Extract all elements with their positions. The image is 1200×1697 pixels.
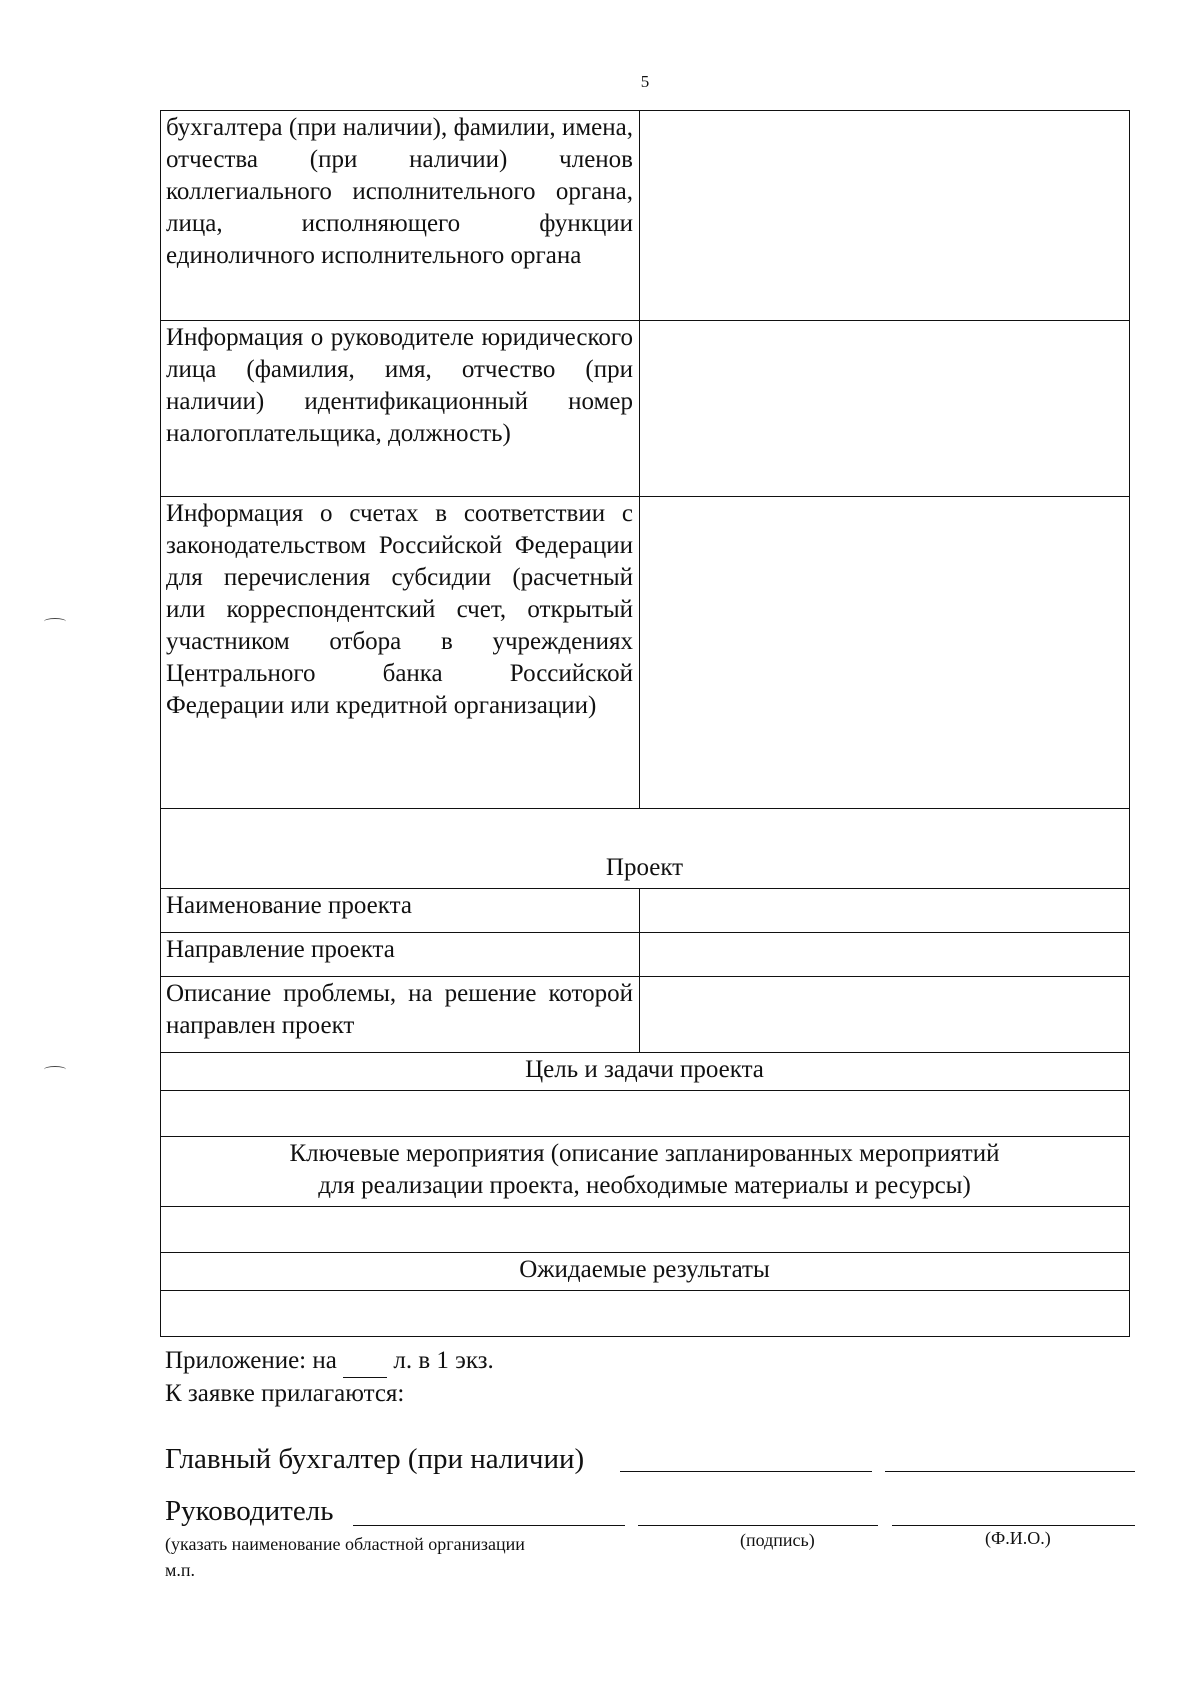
margin-mark [44,618,66,625]
table-row [161,321,1130,497]
section-row [161,809,1130,889]
org-hint: (указать наименование областной организации [165,1534,525,1554]
table-row [161,977,1130,1053]
row-label-project-name: Наименование проекта [161,889,640,933]
row-label-officers: бухгалтера (при наличии), фамилии, имена, отчества (при наличии) членов коллегиального исполнительного органа, лица, исполняющего функции единоличного исполнительного органа [161,111,640,321]
goals-value[interactable] [161,1091,1130,1137]
table-row [161,933,1130,977]
head-name-line[interactable] [892,1525,1135,1526]
row-value-head-info[interactable] [640,321,1130,497]
activities-header-line: для реализации проекта, необходимые материалы и ресурсы) [318,1172,971,1199]
row-value-project-name[interactable] [640,889,1130,933]
chief-accountant-label: Главный бухгалтер (при наличии) [165,1443,585,1475]
section-header-project: Проект [161,809,1130,889]
table-row [161,889,1130,933]
form-footer [165,1345,1135,1586]
section-header-goals: Цель и задачи проекта [161,1053,1130,1091]
results-value[interactable] [161,1291,1130,1337]
row-label-head-info: Информация о руководителе юридического лица (фамилия, имя, отчество (при наличии) идентификационный номер налогоплательщика, должность) [161,321,640,497]
row-value-accounts[interactable] [640,497,1130,809]
attachment-line [165,1345,1135,1378]
section-row [161,1137,1130,1207]
chief-accountant-name-line[interactable] [885,1471,1135,1472]
section-row [161,1253,1130,1291]
row-label-problem: Описание проблемы, на решение которой направлен проект [161,977,640,1053]
table-row [161,1291,1130,1337]
row-value-officers[interactable] [640,111,1130,321]
head-organization-line[interactable] [353,1525,625,1526]
section-header-activities [161,1137,1130,1207]
attachment-prefix: Приложение: на [165,1347,337,1374]
fio-hint: (Ф.И.О.) [985,1528,1051,1548]
activities-header-line: Ключевые мероприятия (описание запланированных мероприятий [289,1140,1000,1167]
head-signature-line[interactable] [638,1525,878,1526]
table-row [161,111,1130,321]
signature-hints [165,1528,1135,1586]
margin-mark [44,1066,66,1073]
page-number: 5 [640,72,650,91]
section-row [161,1053,1130,1091]
table-row [161,1207,1130,1253]
activities-value[interactable] [161,1207,1130,1253]
signature-hint: (подпись) [740,1530,815,1550]
row-label-accounts: Информация о счетах в соответствии с законодательством Российской Федерации для перечисления субсидии (расчетный или корреспондентский счет, открытый участником отбора в учреждениях Центрального банка Российской Федерации или кредитной организации) [161,497,640,809]
row-value-project-direction[interactable] [640,933,1130,977]
table-row [161,497,1130,809]
attached-label: К заявке прилагаются: [165,1380,405,1407]
head-label: Руководитель [165,1495,334,1527]
table-row [161,1091,1130,1137]
chief-accountant-row [165,1432,1135,1482]
section-header-results: Ожидаемые результаты [161,1253,1130,1291]
row-label-project-direction: Направление проекта [161,933,640,977]
row-value-problem[interactable] [640,977,1130,1053]
attachment-suffix: л. в 1 экз. [393,1347,494,1374]
head-row [165,1484,1135,1534]
application-form-table [160,110,1130,1337]
stamp-label: м.п. [165,1560,196,1580]
sheet-count-field[interactable] [343,1345,387,1378]
chief-accountant-signature-line[interactable] [620,1471,872,1472]
